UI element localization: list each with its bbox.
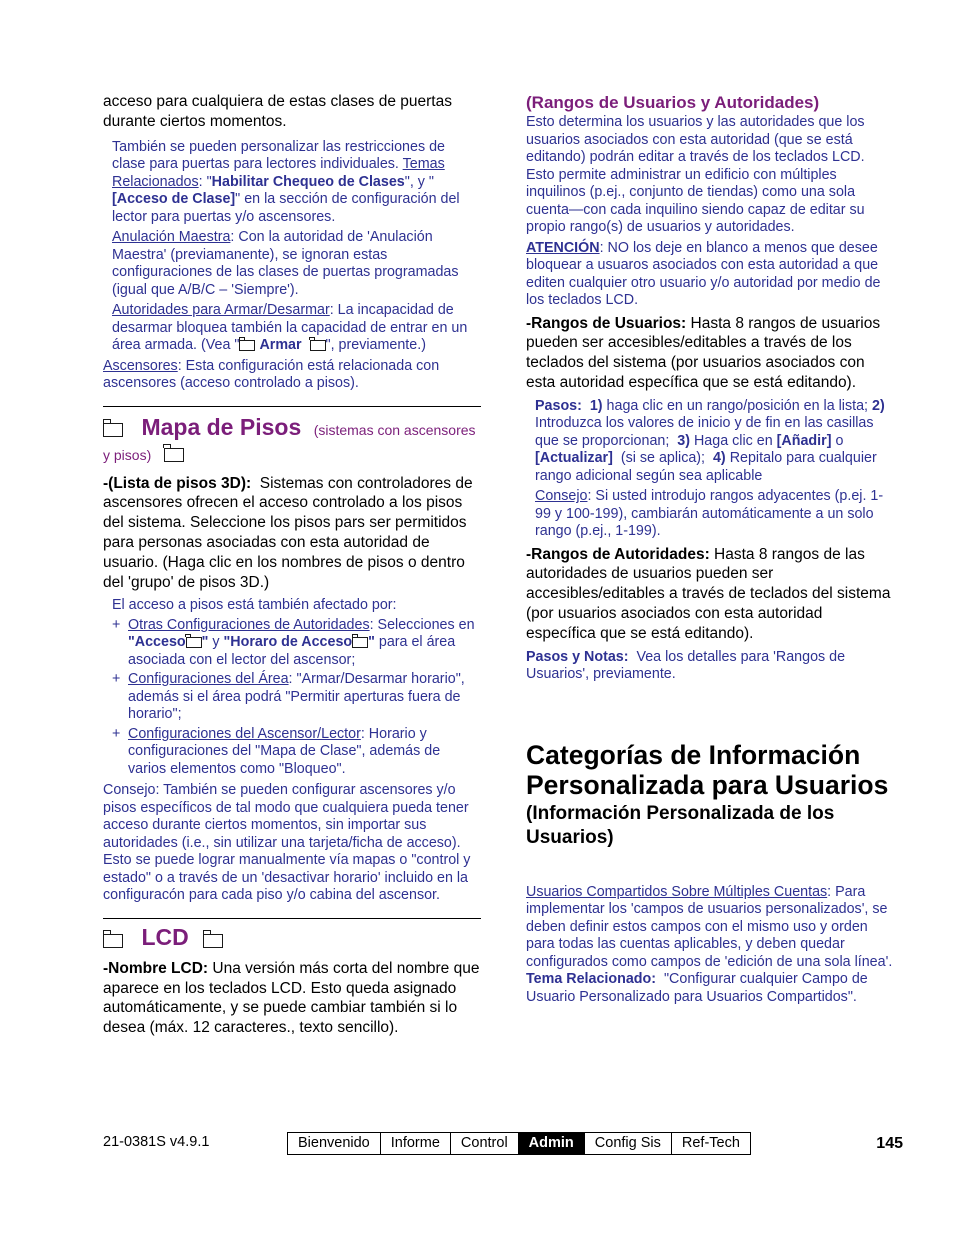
lcd-heading xyxy=(103,925,481,953)
tip-link[interactable]: Consejo xyxy=(535,488,588,505)
categories-title: Categorías de Información Personalizada para Usuarios xyxy=(526,739,889,800)
categories-subtitle: (Información Personalizada de los Usuarios) xyxy=(526,802,835,848)
lcd-name-bullet: -Nombre LCD: Una versión más corta del nombre que aparece en los teclados LCD. Esto queda asignado automáticamente, y se puede cambiar también si lo desea (máx. 12 caracteres., texto sencillo). xyxy=(103,959,480,1037)
ranges-title: (Rangos de Usuarios y Autoridades) xyxy=(526,93,820,112)
attention-label: ATENCIÓN xyxy=(526,239,600,256)
intro-text: acceso para cualquiera de estas clases de puertas durante ciertos momentos. xyxy=(103,93,452,130)
ranges-intro: Esto determina los usuarios y las autoridades que los usuarios asociados con esta autoridad (que se está editando) podrán editar a través de los teclados LCD. Esto permite administrar un edificio con múltiples inquilinos (p.ej., conjunto de tiendas) como una sola cuenta—con cada inquilino siendo capaz de editar su propio rango(s) de usuarios y autoridades. xyxy=(526,114,865,235)
floor-list-bullet: -(Lista de pisos 3D): Sistemas con controladores de ascensores ofrecen el acceso controlado a los pisos del sistema. Seleccione los pisos pars ser permitidos para personas asociadas con esta autoridad de usuario. (Haga clic en los nombres de pisos o dentro del 'grupo' de pisos 3D.) xyxy=(103,474,473,591)
master-override-link[interactable]: Anulación Maestra xyxy=(112,229,231,246)
document-id: 21-0381S v4.9.1 xyxy=(103,1134,210,1150)
section-divider xyxy=(103,918,481,919)
folder-icon xyxy=(203,934,223,948)
folder-icon xyxy=(103,423,123,437)
tab-admin[interactable]: Admin xyxy=(519,1133,585,1154)
tab-bienvenido[interactable]: Bienvenido xyxy=(288,1133,381,1154)
folder-icon xyxy=(186,637,202,648)
list-item: + Configuraciones del Área: "Armar/Desarmar horario", además si el área podrá "Permitir aperturas fuera de horario"; xyxy=(112,671,465,723)
section-divider xyxy=(103,406,481,407)
mapa-heading xyxy=(103,415,481,468)
add-button-ref: [Añadir] xyxy=(776,432,832,449)
shared-users-link[interactable]: Usuarios Compartidos Sobre Múltiples Cuentas xyxy=(526,883,828,900)
folder-icon xyxy=(103,934,123,948)
authority-ranges-bullet: -Rangos de Autoridades: Hasta 8 rangos de las autoridades de usuarios pueden ser accesibles/editables a través de teclados del sistema (por usuarios asociados con esta autoridad específica que se está editando). xyxy=(526,545,891,642)
arm-disarm-link[interactable]: Autoridades para Armar/Desarmar xyxy=(112,302,330,319)
elevators-link[interactable]: Ascensores xyxy=(103,357,178,374)
steps-and-notes: Pasos y Notas: Vea los detalles para 'Rangos de Usuarios', previamente. xyxy=(526,648,846,683)
mapa-title: Mapa de Pisos xyxy=(141,413,302,440)
tip-adjacent-ranges: Consejo: Si usted introdujo rangos adyacentes (p.ej. 1-99 y 100-199), cambiarán automáticamente a un solo rango (p.ej., 1-199). xyxy=(535,488,884,540)
folder-icon xyxy=(164,448,184,462)
tip-text: Consejo: También se pueden configurar ascensores y/o pisos específicos de tal modo que cualquiera pueda tener acceso durante ciertos momentos, sin importar sus autoridades (i.e., sin utilizar una tarjeta/ficha de acceso). Esto se puede lograr manualmente vía mapas o "control y estado" o a través de un 'desactivar horario' incluido en la configuracón para cada piso y/o cabina del ascensor. xyxy=(103,782,471,904)
related-topics-link[interactable]: Temas Relacionados xyxy=(112,156,445,190)
list-item: + Otras Configuraciones de Autoridades: Selecciones en "Acceso " y "Horaro de Acceso " para el área asociada con el lector del ascensor; xyxy=(112,616,475,668)
nav-tabs xyxy=(287,1132,751,1155)
note-elevators: Ascensores: Esta configuración está relacionada con ascensores (acceso controlado a pisos). xyxy=(103,357,440,392)
footer xyxy=(103,1132,903,1156)
folder-icon xyxy=(239,340,255,351)
other-authority-settings-link[interactable]: Otras Configuraciones de Autoridades xyxy=(128,616,370,633)
affected-by-text: El acceso a pisos está también afectado por: xyxy=(112,597,397,614)
left-column xyxy=(103,90,481,1038)
shared-users-note: Usuarios Compartidos Sobre Múltiples Cuentas: Para implementar los 'campos de usuarios personalizados', se deben definir estos campos con el mismo uso y orden para todas las cuentas aplicables, y deben quedar configurados como campos de 'edición de una sola línea'. xyxy=(526,883,893,970)
folder-icon xyxy=(310,340,326,351)
area-settings-link[interactable]: Configuraciones del Área xyxy=(128,671,289,688)
attention-note: ATENCIÓN: NO los deje en blanco a menos que desee bloquear a usuaros asociados con esta autoridad a que editen cualquier otro usuario y/o autoridad por medio de los teclados LCD. xyxy=(526,239,881,308)
user-ranges-bullet: -Rangos de Usuarios: Hasta 8 rangos de usuarios pueden ser accesibles/editables a través de los teclados del sistema (por usuarios asociados con esta autoridad específica que se está editando). xyxy=(526,314,881,391)
note-master-override: Anulación Maestra: Con la autoridad de 'Anulación Maestra' (previamanente), se ignoran estas configuraciones de las clases de puertas programadas (igual que A/B/C – 'Siempre'). xyxy=(112,229,459,298)
tab-ref-tech[interactable]: Ref-Tech xyxy=(681,1135,740,1151)
steps-note: Pasos: 1) haga clic en un rango/posición en la lista; 2) Introduzca los valores de inicio y de fin en las casillas que se proporcionan; 3) Haga clic en [Añadir] o [Actualizar] (si se aplica); 4) Repitalo para cualquier rango adicional según sea aplicable xyxy=(535,397,885,484)
mapa-subtitle: (sistemas con ascensores y pisos) xyxy=(103,421,476,463)
note-class-restrictions: También se pueden personalizar las restricciones de clase para puertas para lectores individuales. Temas Relacionados: "Habilitar Chequeo de Clases", y "[Acceso de Clase]" en la sección de configuración del lector para puertas y/o ascensores. xyxy=(112,138,460,225)
tab-informe[interactable]: Informe xyxy=(381,1133,451,1154)
right-column xyxy=(526,90,894,1006)
page-number: 145 xyxy=(876,1135,903,1152)
lcd-title: LCD xyxy=(141,923,189,950)
list-item: + Configuraciones del Ascensor/Lector: Horario y configuraciones del "Mapa de Clase", además de varios elementos como "Bloqueo". xyxy=(112,725,441,777)
elevator-reader-settings-link[interactable]: Configuraciones del Ascensor/Lector xyxy=(128,725,361,742)
tab-control[interactable]: Control xyxy=(451,1133,519,1154)
note-arm-disarm: Autoridades para Armar/Desarmar: La incapacidad de desarmar bloquea también la capacidad de entrar en un área armada. (Vea " Armar ", previamente.) xyxy=(112,302,468,354)
tab-config-sis[interactable]: Config Sis xyxy=(585,1133,672,1154)
folder-icon xyxy=(352,637,368,648)
update-button-ref: [Actualizar] xyxy=(535,450,613,467)
related-topic-note: Tema Relacionado: "Configurar cualquier Campo de Usuario Personalizado para Usuarios Compartidos". xyxy=(526,971,868,1005)
